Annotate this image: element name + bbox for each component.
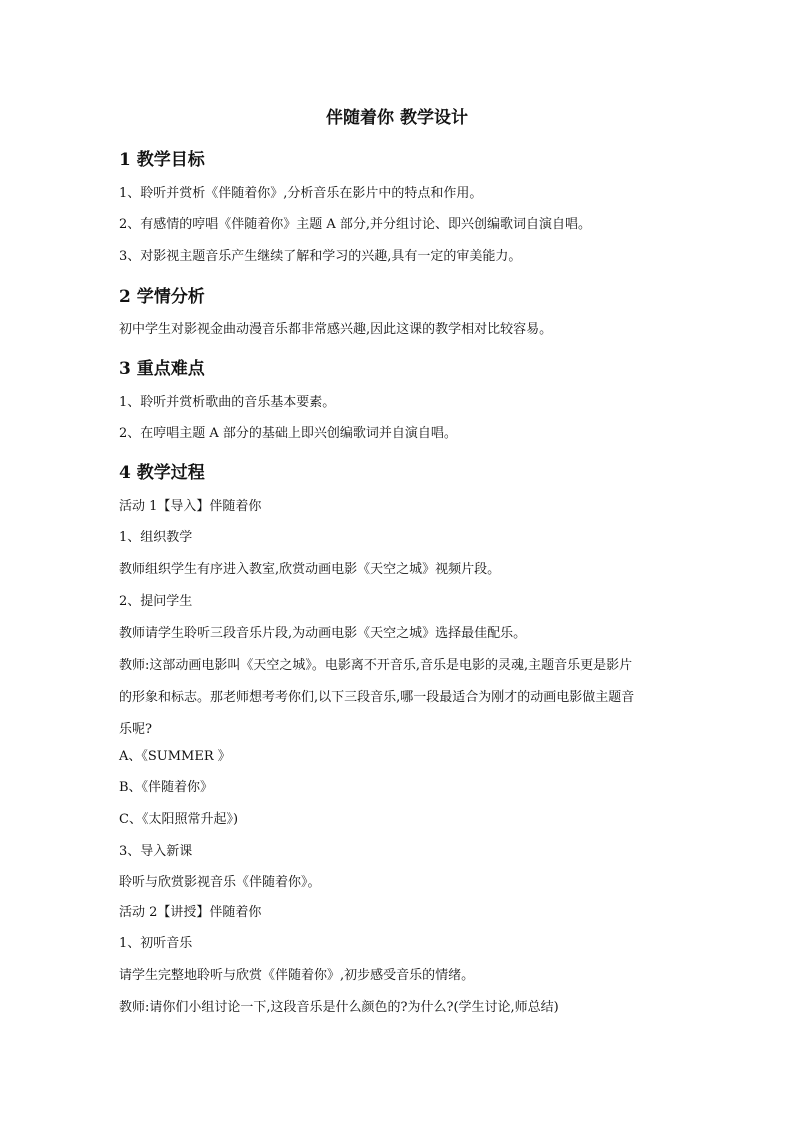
paragraph: 3、对影视主题音乐产生继续了解和学习的兴趣,具有一定的审美能力。 <box>119 249 522 264</box>
paragraph: 教师组织学生有序进入教室,欣赏动画电影《天空之城》视频片段。 <box>119 562 501 577</box>
paragraph: 活动 2【讲授】伴随着你 <box>119 905 262 920</box>
list-item: B、《伴随着你》 <box>119 780 214 795</box>
paragraph: 2、提问学生 <box>119 594 193 609</box>
section-heading-key-points: 3 重点难点 <box>119 359 205 379</box>
paragraph: 1、聆听并赏析《伴随着你》,分析音乐在影片中的特点和作用。 <box>119 186 483 201</box>
paragraph: 1、初听音乐 <box>119 936 193 951</box>
paragraph: 2、有感情的哼唱《伴随着你》主题 A 部分,并分组讨论、即兴创编歌词自演自唱。 <box>119 217 592 232</box>
paragraph: 教师:这部动画电影叫《天空之城》。电影离不开音乐,音乐是电影的灵魂,主题音乐更是影片 <box>119 658 633 673</box>
paragraph: 初中学生对影视金曲动漫音乐都非常感兴趣,因此这课的教学相对比较容易。 <box>119 322 553 337</box>
paragraph: 1、组织教学 <box>119 530 193 545</box>
paragraph: 聆听与欣赏影视音乐《伴随着你》。 <box>119 875 321 890</box>
paragraph: 的形象和标志。那老师想考考你们,以下三段音乐,哪一段最适合为刚才的动画电影做主题音 <box>119 690 635 705</box>
paragraph: 活动 1【导入】伴随着你 <box>119 499 262 514</box>
paragraph: 请学生完整地聆听与欣赏《伴随着你》,初步感受音乐的情绪。 <box>119 968 475 983</box>
list-item: A、《SUMMER 》 <box>119 749 231 764</box>
paragraph: 1、聆听并赏析歌曲的音乐基本要素。 <box>119 395 336 410</box>
paragraph: 3、导入新课 <box>119 844 193 859</box>
list-item: C、《太阳照常升起》) <box>119 812 239 827</box>
section-heading-analysis: 2 学情分析 <box>119 287 205 307</box>
paragraph: 教师请学生聆听三段音乐片段,为动画电影《天空之城》选择最佳配乐。 <box>119 626 527 641</box>
paragraph: 教师:请你们小组讨论一下,这段音乐是什么颜色的?为什么?(学生讨论,师总结) <box>119 1000 559 1015</box>
paragraph: 2、在哼唱主题 A 部分的基础上即兴创编歌词并自演自唱。 <box>119 426 457 441</box>
section-heading-objectives: 1 教学目标 <box>119 150 205 170</box>
paragraph: 乐呢? <box>119 722 152 737</box>
document-title: 伴随着你 教学设计 <box>326 108 468 128</box>
section-heading-process: 4 教学过程 <box>119 463 205 483</box>
